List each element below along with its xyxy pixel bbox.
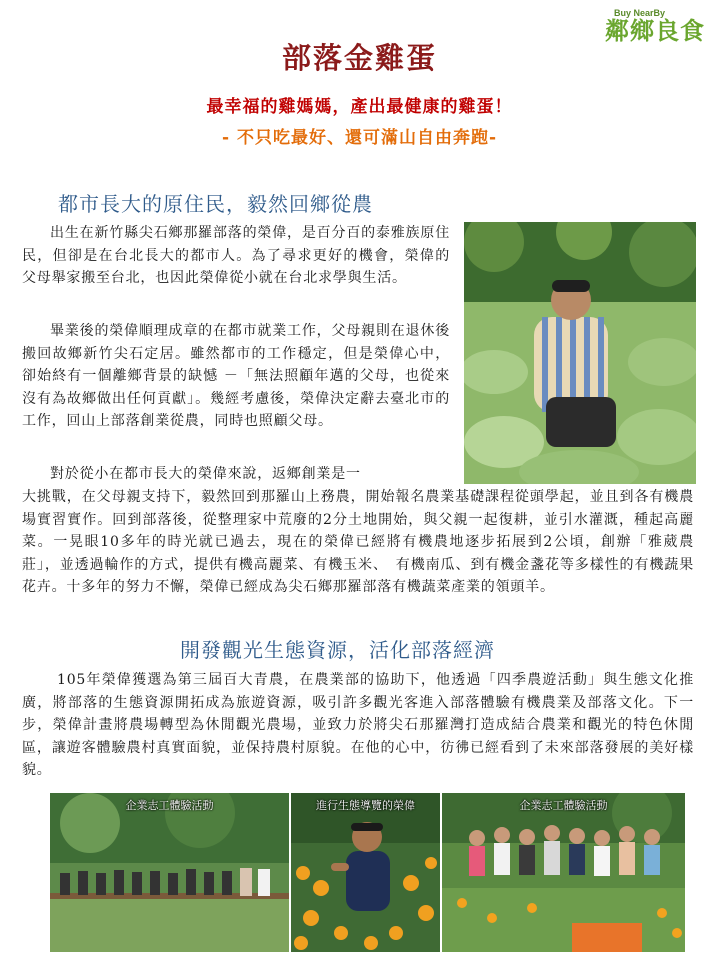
photo-caption-3: 企業志工體驗活動 [519, 799, 608, 812]
section1-paragraph-3: 大挑戰，在父母親支持下，毅然回到那羅山上務農，開始報名農業基礎課程從頭學起，並且到各有機農場實習實作。回到部落後，從整理家中荒廢的2分土地開始，與父親一起復耕，並引水灌溉，種起高麗菜。一晃眼10多年的時光就已過去，現在的榮偉已經將有機農地逐步拓展到2公頃，創辦「雅葳農莊」，並透過輪作的方式，提供有機高麗菜、有機玉米、 有機南瓜、到有機金盞花等多樣性的有機蔬果花卉。十多年的努力不懈，榮偉已經成為尖石鄉那羅部落有機蔬菜產業的領頭羊。 [22, 489, 694, 595]
photo-caption-1: 企業志工體驗活動 [125, 799, 214, 812]
eco-tour-guide-photo [291, 793, 440, 952]
section2-heading: 開發觀光生態資源，活化部落經濟 [180, 638, 495, 662]
section1-paragraph-3-start: 對於從小在都市長大的榮偉來說，返鄉創業是一 [50, 466, 361, 482]
section2-paragraph: 105年榮偉獲選為第三屆百大青農，在農業部的協助下，他透過「四季農遊活動」與生態文化推廣，將部落的生態資源開拓成為旅遊資源，吸引許多觀光客進入部落體驗有機農業及部落文化。下一步，榮偉計畫將農場轉型為休閒觀光農場，並致力於將尖石那羅灣打造成結合農業和觀光的特色休閒區，讓遊客體驗農村真實面貌，並保持農村原貌。在他的心中，彷彿已經看到了未來部落發展的美好樣貌。 [22, 672, 694, 778]
logo-text: 鄰鄉良食 [605, 17, 705, 45]
photo-caption-2: 進行生態導覽的榮偉 [316, 799, 415, 812]
volunteer-activity-photo-2 [442, 793, 685, 952]
farmer-portrait-photo [464, 222, 696, 484]
section1-paragraph-1: 出生在新竹縣尖石鄉那羅部落的榮偉，是百分百的泰雅族原住民，但卻是在台北長大的都市人。為了尋求更好的機會，榮偉的父母舉家搬至台北，也因此榮偉從小就在台北求學與生活。 [22, 225, 450, 286]
section1-paragraph-2: 畢業後的榮偉順理成章的在都市就業工作，父母親則在退休後搬回故鄉新竹尖石定居。雖然都市的工作穩定，但是榮偉心中，卻始終有一個離鄉背景的缺憾 －「無法照顧年邁的父母，也從來沒有為故鄉做出任何貢獻」。幾經考慮後，榮偉決定辭去臺北市的工作，回山上部落創業從農，同時也照顧父母。 [22, 323, 450, 429]
logo-tagline: Buy NearBy [613, 8, 665, 18]
page-subtitle: 最幸福的雞媽媽，產出最健康的雞蛋！ [206, 97, 513, 117]
section1-heading: 都市長大的原住民，毅然回鄉從農 [58, 192, 373, 216]
volunteer-activity-photo-1 [50, 793, 289, 952]
page-tagline: - 不只吃最好、還可滿山自由奔跑- [221, 128, 498, 148]
page-title: 部落金雞蛋 [281, 41, 437, 75]
